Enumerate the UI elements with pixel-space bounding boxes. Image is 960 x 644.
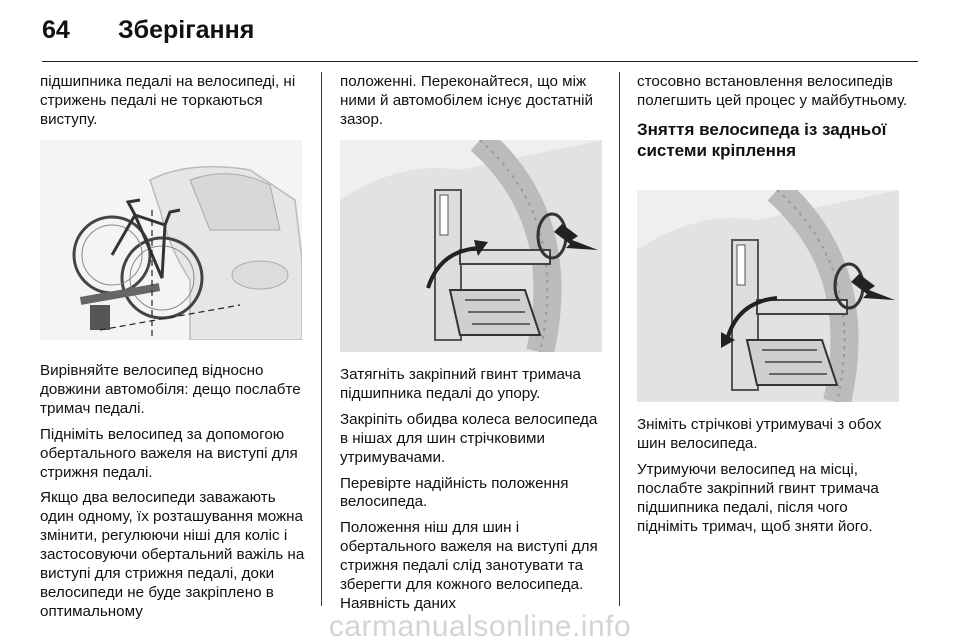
col1-paragraph-4: Якщо два велосипеди заважають один одному, їх розташування можна змінити, регулюючи ніші для коліс і застосовуючи обертальний важіль на виступі для стрижня педалі, доки велосипеди не буде закріплено в оптимальному	[40, 489, 305, 620]
bike-on-carrier-illustration	[40, 140, 302, 340]
col3-paragraph-1: стосовно встановлення велосипедів полегшить цей процес у майбутньому.	[637, 73, 908, 109]
col1-paragraph-2: Вирівняйте велосипед відносно довжини автомобіля: дещо послабте тримач педалі.	[40, 362, 301, 417]
page-header	[0, 0, 960, 52]
section-heading: Зняття велосипеда із задньої системи кріплення	[637, 119, 887, 160]
pedal-holder-release-illustration	[637, 190, 899, 402]
page-title: Зберігання	[118, 16, 255, 44]
column-divider-1	[321, 72, 322, 606]
col2-paragraph-1: положенні. Переконайтеся, що між ними й автомобілем існує достатній зазор.	[340, 73, 593, 128]
col1-bottom-text	[40, 362, 312, 629]
col1-top-text	[40, 73, 312, 137]
col2-bottom-text	[340, 366, 605, 621]
pedal-holder-tighten-illustration	[340, 140, 602, 352]
column-divider-2	[619, 72, 620, 606]
col3-bottom-text	[637, 416, 909, 543]
header-rule	[42, 61, 918, 62]
col2-paragraph-3: Закріпіть обидва колеса велосипеда в нішах для шин стрічковими утримувачами.	[340, 410, 598, 466]
col2-paragraph-5: Положення ніш для шин і обертального важеля на виступі для стрижня педалі слід занотувати та зберегти для кожного велосипеда. Наявність даних	[340, 519, 598, 612]
watermark: carmanualsonline.info	[328, 610, 632, 643]
col3-paragraph-2: Зніміть стрічкові утримувачі з обох шин велосипеда.	[637, 416, 882, 452]
col3-top-text	[637, 73, 909, 171]
col2-paragraph-4: Перевірте надійність положення велосипеда.	[340, 474, 569, 511]
col1-paragraph-3: Підніміть велосипед за допомогою обертального важеля на виступі для стрижня педалі.	[40, 425, 298, 481]
col2-top-text	[340, 73, 605, 137]
page-number: 64	[42, 16, 70, 44]
col2-paragraph-2: Затягніть закріпний гвинт тримача підшипника педалі до упору.	[340, 366, 581, 402]
col3-paragraph-3: Утримуючи велосипед на місці, послабте закріпний гвинт тримача підшипника педалі, після чого підніміть тримач, щоб зняти його.	[637, 460, 879, 535]
col1-paragraph-1: підшипника педалі на велосипеді, ні стрижень педалі не торкаються виступу.	[40, 73, 296, 128]
